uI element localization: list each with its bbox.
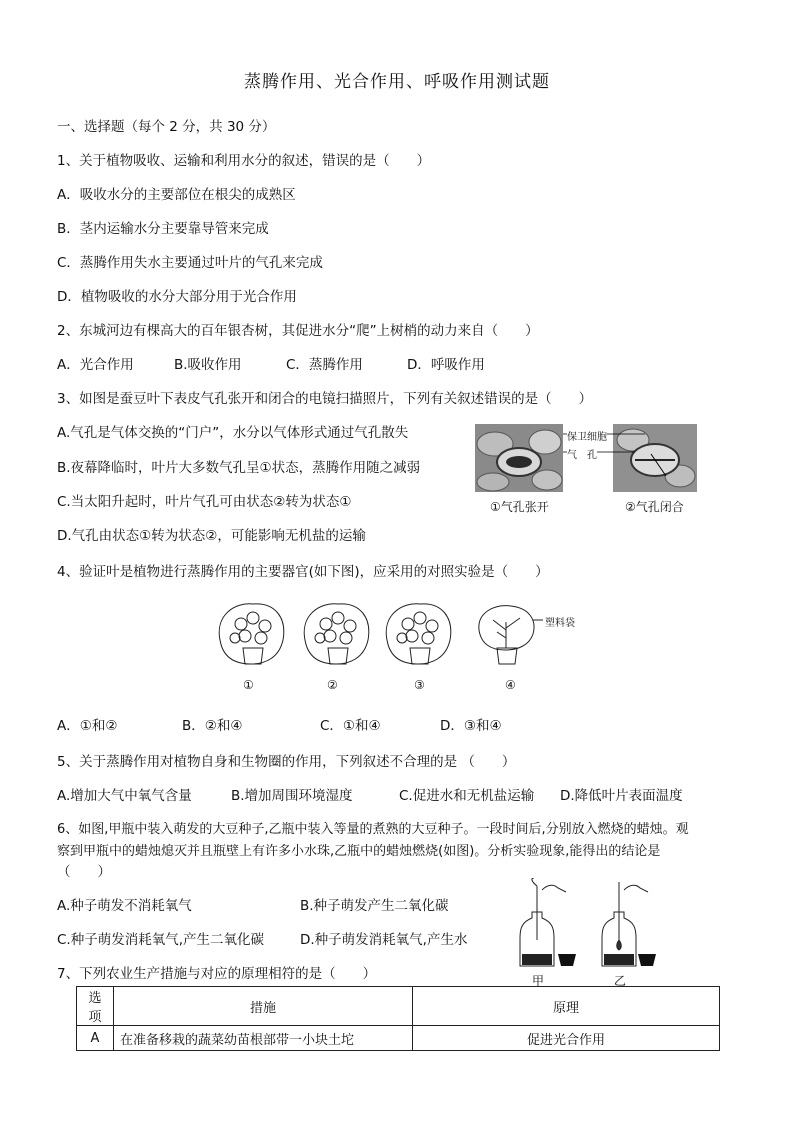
question-4-stem: 4、验证叶是植物进行蒸腾作用的主要器官(如下图)，应采用的对照实验是（ ） [57,564,549,580]
question-4-option-d: D．③和④ [440,718,502,734]
question-6-stem-line-2: 察到甲瓶中的蜡烛熄灭并且瓶壁上有许多小水珠,乙瓶中的蜡烛燃烧(如图)。分析实验现象,能得出的结论是 [57,844,661,859]
section-heading: 一、选择题（每个 2 分，共 30 分） [57,119,276,135]
question-5-option-b: B.增加周围环境湿度 [231,788,353,804]
question-5-option-a: A.增加大气中氧气含量 [57,788,192,804]
question-2-option-b: B.吸收作用 [174,357,242,373]
label-stoma: 气 孔 [567,446,597,461]
question-3-stem: 3、如图是蚕豆叶下表皮气孔张开和闭合的电镜扫描照片，下列有关叙述错误的是（ ） [57,391,593,407]
question-6-option-d: D.种子萌发消耗氧气,产生水 [300,932,468,948]
plant-label-1: ① [243,678,254,692]
question-2-option-a: A．光合作用 [57,357,134,373]
caption-stoma-closed: ②气孔闭合 [625,500,684,514]
question-5-option-d: D.降低叶片表面温度 [560,788,683,804]
plants-drawing [215,600,595,678]
plant-label-4: ④ [505,678,516,692]
table-cell-option: A [77,1026,114,1051]
question-7-stem: 7、下列农业生产措施与对应的原理相符的是（ ） [57,966,377,982]
question-4-option-c: C．①和④ [320,718,381,734]
question-4-option-b: B．②和④ [182,718,243,734]
question-7-table [76,986,720,1051]
question-3-option-c: C.当太阳升起时，叶片气孔可由状态②转为状态① [57,494,352,510]
question-5-option-c: C.促进水和无机盐运输 [399,788,535,804]
question-5-stem: 5、关于蒸腾作用对植物自身和生物圈的作用，下列叙述不合理的是 （ ） [57,754,516,770]
table-header-row [77,987,720,1026]
label-guard-cell: 保卫细胞 [567,428,607,443]
question-6-option-a: A.种子萌发不消耗氧气 [57,898,192,914]
question-2-option-d: D．呼吸作用 [407,357,485,373]
stomata-figure [475,424,700,516]
question-3-option-a: A.气孔是气体交换的“门户”，水分以气体形式通过气孔散失 [57,425,409,441]
jar-label-jia: 甲 [532,974,545,988]
question-6-stem-line-1: 6、如图,甲瓶中装入萌发的大豆种子,乙瓶中装入等量的煮熟的大豆种子。一段时间后,分别放入燃烧的蜡烛。观 [57,822,689,837]
table-row [77,1026,720,1051]
label-plastic-bag: 塑料袋 [545,618,575,629]
plant-label-2: ② [327,678,338,692]
seed-jars-drawing [518,878,658,970]
table-header-principle: 原理 [413,987,720,1026]
plant-experiment-figure [215,600,595,696]
question-6-stem-line-3: （ ） [57,864,111,880]
page-title: 蒸腾作用、光合作用、呼吸作用测试题 [244,72,550,92]
question-1-stem: 1、关于植物吸收、运输和利用水分的叙述，错误的是（ ） [57,153,431,169]
question-2-stem: 2、东城河边有棵高大的百年银杏树，其促进水分“爬”上树梢的动力来自（ ） [57,323,539,339]
question-2-option-c: C．蒸腾作用 [286,357,363,373]
table-cell-measure: 在准备移栽的蔬菜幼苗根部带一小块土坨 [114,1026,413,1051]
table-header-option: 选项 [77,987,114,1026]
question-6-option-b: B.种子萌发产生二氧化碳 [300,898,449,914]
caption-stoma-open: ①气孔张开 [490,500,549,514]
question-1-option-c: C．蒸腾作用失水主要通过叶片的气孔来完成 [57,255,323,271]
table-header-measure: 措施 [114,987,413,1026]
jar-label-yi: 乙 [614,974,627,988]
question-4-option-a: A．①和② [57,718,118,734]
question-6-option-c: C.种子萌发消耗氧气,产生二氧化碳 [57,932,265,948]
plant-label-3: ③ [414,678,425,692]
seed-jar-figure [518,878,658,986]
question-1-option-b: B．茎内运输水分主要靠导管来完成 [57,221,269,237]
question-1-option-a: A．吸收水分的主要部位在根尖的成熟区 [57,187,296,203]
table-cell-principle: 促进光合作用 [413,1026,720,1051]
question-1-option-d: D．植物吸收的水分大部分用于光合作用 [57,289,297,305]
question-3-option-d: D.气孔由状态①转为状态②，可能影响无机盐的运输 [57,528,366,544]
question-3-option-b: B.夜幕降临时，叶片大多数气孔呈①状态，蒸腾作用随之减弱 [57,460,421,476]
